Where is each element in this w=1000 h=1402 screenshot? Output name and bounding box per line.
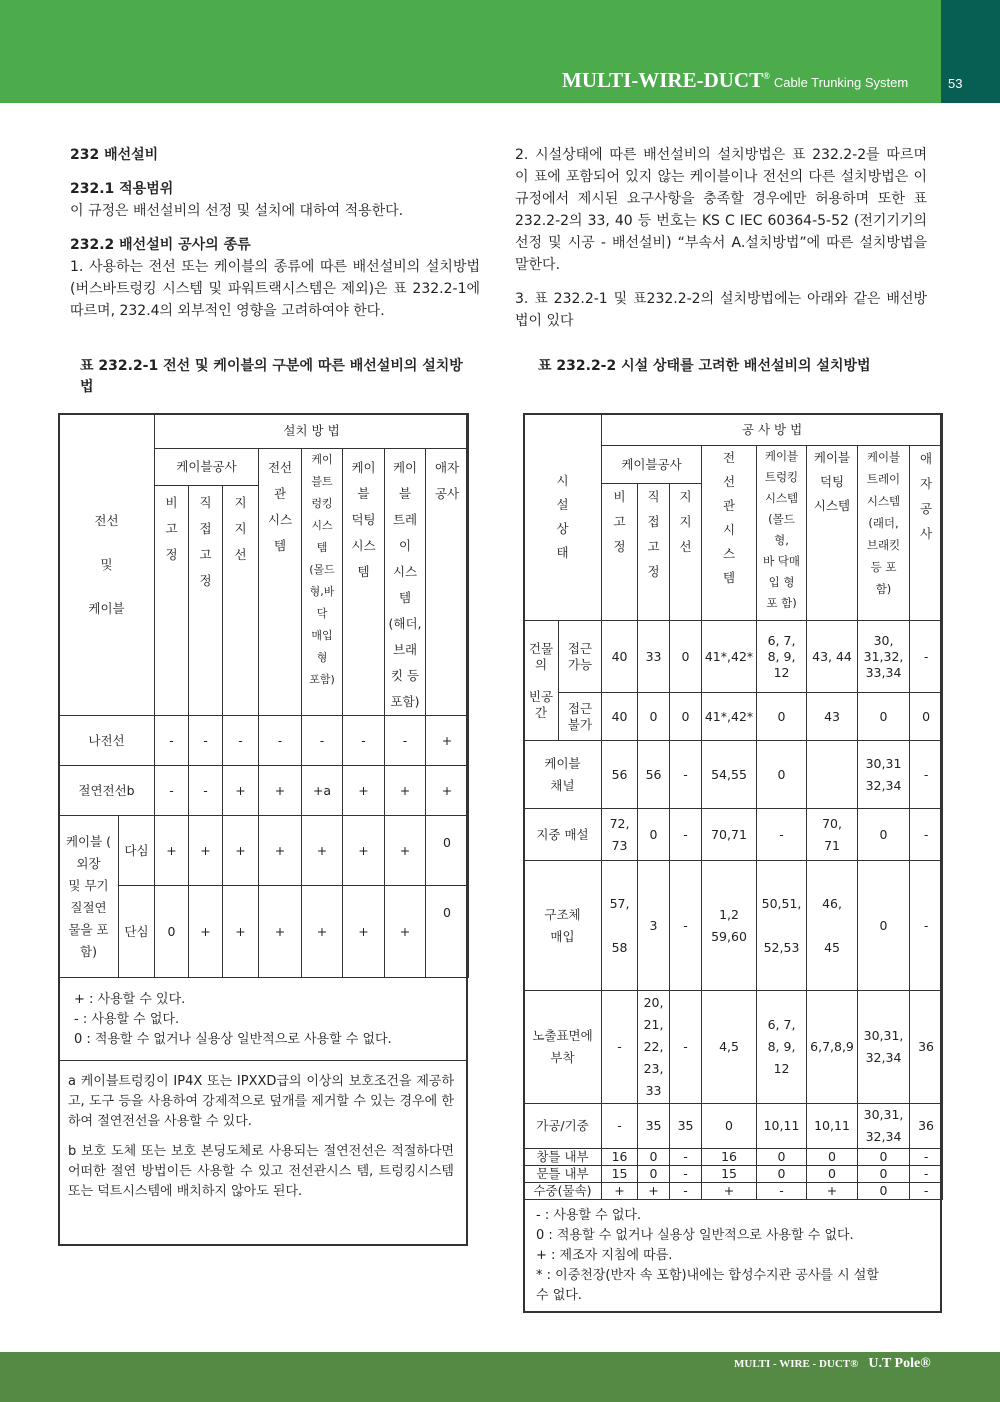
- table-cell: +: [259, 886, 302, 978]
- table-cell: 0: [426, 886, 469, 978]
- table-cell: 70, 71: [807, 809, 858, 861]
- table2-col-insulator: 애 자 공 사: [910, 446, 943, 621]
- table-cell: 0: [757, 693, 807, 741]
- table-cell: +: [223, 766, 259, 816]
- table-cell: -: [155, 716, 189, 766]
- table-cell: 0: [757, 1166, 807, 1183]
- table-cell: 1,2 59,60: [702, 861, 757, 991]
- table2-sub-0: 비 고 정: [602, 484, 638, 621]
- table-cell: +a: [302, 766, 343, 816]
- table1-col-trunking: 케이 블트 렁킹 시스 템 (몰드 형,바 닥 매입 형 포함): [302, 449, 343, 716]
- table-cell: -: [302, 716, 343, 766]
- table1-group: 케이블공사: [155, 449, 259, 486]
- table-cell: 41*,42*: [702, 621, 757, 693]
- legend-item: + : 사용할 수 있다.: [74, 992, 186, 1007]
- table-cell: -: [602, 1104, 638, 1149]
- table-row: [524, 1183, 943, 1200]
- table-cell: -: [910, 1166, 943, 1183]
- table-cell: 0: [910, 693, 943, 741]
- paragraph-2: 2. 시설상태에 따른 배선설비의 설치방법은 표 232.2-2를 따르며 이 표에 포함되어 있지 않는 케이블이나 전선의 다른 설치방법은 이 규정에서 제시된 요구사항을 충족할 경우에만 허용하며 또한 표 232.2-2의 33, 40 등 번호는 KS C IEC 60364-5-52 (전기기기의 선정 및 시공 - 배선설비) “부속서 A.설치방법”에 따른 설치방법을 말한다.: [515, 147, 927, 273]
- table-cell: 접근 불가: [559, 693, 602, 741]
- table-cell: -: [670, 809, 702, 861]
- table-cell: -: [223, 716, 259, 766]
- table-cell: 0: [807, 1149, 858, 1166]
- table-cell: +: [343, 766, 385, 816]
- table-cell: 16: [702, 1149, 757, 1166]
- table-row: [524, 693, 943, 741]
- table-cell: +: [189, 816, 223, 886]
- table-cell: -: [385, 716, 426, 766]
- section-heading-232: 232 배선설비: [70, 147, 159, 163]
- table-cell: 지중 매설: [524, 809, 602, 861]
- table-cell: 0: [858, 809, 910, 861]
- legend-item: + : 제조자 지침에 따름.: [536, 1248, 673, 1263]
- table-cell: 케이블 ( 외장 및 무기 질절연 물을 포 함): [59, 816, 119, 978]
- table-cell: 구조체 매입: [524, 861, 602, 991]
- table2-corner: 시 설 상 태: [524, 414, 602, 621]
- table1-col-insulator: 애자 공사: [426, 449, 469, 716]
- table-row: [524, 621, 943, 693]
- table-cell: -: [189, 766, 223, 816]
- table-cell: -: [189, 716, 223, 766]
- table2-method: 공 사 방 법: [602, 414, 943, 446]
- table-cell: 6, 7, 8, 9, 12: [757, 621, 807, 693]
- table-cell: 다심: [119, 816, 155, 886]
- table-cell: +: [426, 766, 469, 816]
- table-row: [59, 886, 469, 978]
- table-cell: +: [223, 886, 259, 978]
- table-cell: -: [670, 1149, 702, 1166]
- table-cell: 4,5: [702, 991, 757, 1104]
- table-cell: +: [302, 886, 343, 978]
- table-cell: +: [343, 886, 385, 978]
- table-cell: -: [155, 766, 189, 816]
- table-cell: +: [155, 816, 189, 886]
- table-row: [59, 716, 469, 766]
- table-cell: 3: [638, 861, 670, 991]
- table-cell: 6, 7, 8, 9, 12: [757, 991, 807, 1104]
- table2-col-ducting: 케이블 덕팅 시스템: [807, 446, 858, 621]
- table-cell: 72, 73: [602, 809, 638, 861]
- paragraph-2322: 1. 사용하는 전선 또는 케이블의 종류에 따른 배선설비의 설치방법(버스바트렁킹 시스템 및 파워트랙시스템은 제외)은 표 232.2-1에 따르며, 232.4의 외부적인 영향을 고려하여야 한다.: [70, 259, 480, 319]
- table-cell: 43, 44: [807, 621, 858, 693]
- table-cell: -: [259, 716, 302, 766]
- table1-sub-0: 비 고 정: [155, 486, 189, 716]
- table-cell: 46, 45: [807, 861, 858, 991]
- table-cell: -: [757, 1183, 807, 1200]
- table-cell: 16: [602, 1149, 638, 1166]
- table-cell: 0: [757, 741, 807, 809]
- table1-col-conduit: 전선 관 시스 템: [259, 449, 302, 716]
- divider: [58, 1060, 468, 1061]
- table-cell: -: [670, 1166, 702, 1183]
- table-cell: -: [910, 621, 943, 693]
- legend-item: - : 사용할 수 없다.: [536, 1208, 642, 1223]
- table-cell: 35: [670, 1104, 702, 1149]
- table-row: [524, 741, 943, 809]
- table-cell: 0: [670, 621, 702, 693]
- table-row: [524, 809, 943, 861]
- table-cell: 30,31, 32,34: [858, 1104, 910, 1149]
- table-cell: +: [807, 1183, 858, 1200]
- table-cell: 케이블 채널: [524, 741, 602, 809]
- table-cell: 15: [602, 1166, 638, 1183]
- table-cell: -: [910, 741, 943, 809]
- brand-title: [562, 68, 908, 93]
- table1-note-b: b 보호 도체 또는 보호 본딩도체로 사용되는 절연전선은 적절하다면 어떠한 절연 방법이든 사용할 수 있고 전선관시스 템, 트렁킹시스템 또는 덕트시스템에 배치하지 않아도 된다.: [68, 1144, 454, 1199]
- table-cell: 15: [702, 1166, 757, 1183]
- table-cell: 창틀 내부: [524, 1149, 602, 1166]
- table-cell: 54,55: [702, 741, 757, 809]
- table-row: [524, 991, 943, 1104]
- page-number: 53: [948, 76, 963, 91]
- table-cell: 0: [638, 1166, 670, 1183]
- table-cell: 0: [807, 1166, 858, 1183]
- table1: [58, 413, 469, 978]
- footer-brand-1: MULTI - WIRE - DUCT®: [734, 1358, 859, 1370]
- table-cell: 0: [426, 816, 469, 886]
- table-cell: +: [259, 816, 302, 886]
- table-cell: +: [385, 816, 426, 886]
- brand-name: MULTI-WIRE-DUCT: [562, 68, 764, 92]
- table-cell: +: [385, 886, 426, 978]
- table-cell: 20, 21, 22, 23, 33: [638, 991, 670, 1104]
- legend-item: - : 사용할 수 없다.: [74, 1012, 180, 1027]
- table-cell: 6,7,8,9: [807, 991, 858, 1104]
- table-cell: 수중(물속): [524, 1183, 602, 1200]
- table-cell: 50,51, 52,53: [757, 861, 807, 991]
- table-cell: 0: [858, 861, 910, 991]
- table-cell: 36: [910, 1104, 943, 1149]
- table1-col-ducting: 케이 블 덕팅 시스 템: [343, 449, 385, 716]
- table-cell: 30, 31,32, 33,34: [858, 621, 910, 693]
- table-cell: 절연전선b: [59, 766, 155, 816]
- table-cell: 0: [702, 1104, 757, 1149]
- table1-col-tray: 케이 블 트레 이 시스 템 (해더, 브래 킷 등 포함): [385, 449, 426, 716]
- table2-legend: [536, 1206, 886, 1306]
- table-cell: +: [259, 766, 302, 816]
- table2-sub-1: 직 접 고 정: [638, 484, 670, 621]
- table-cell: 0: [638, 809, 670, 861]
- table-cell: +: [223, 816, 259, 886]
- table-cell: 30,31 32,34: [858, 741, 910, 809]
- table-cell: +: [638, 1183, 670, 1200]
- footer-brand-2: U.T Pole®: [868, 1356, 931, 1371]
- table1-note-a: a 케이블트렁킹이 IP4X 또는 IPXXD급의 이상의 보호조건을 제공하고, 도구 등을 사용하여 강제적으로 덮개를 제거할 수 있는 경우에 한하여 절연전선을 사용할 수 있다.: [68, 1074, 454, 1129]
- table-cell: +: [602, 1183, 638, 1200]
- table-cell: 10,11: [807, 1104, 858, 1149]
- table-row: [524, 1166, 943, 1183]
- table2: [523, 413, 943, 1200]
- table-cell: 접근 가능: [559, 621, 602, 693]
- paragraph-2321: 이 규정은 배선설비의 선정 및 설치에 대하여 적용한다.: [70, 203, 404, 219]
- footer-brand: [734, 1356, 931, 1372]
- registered-mark: ®: [763, 71, 770, 81]
- table-cell: +: [343, 816, 385, 886]
- table-cell: 0: [858, 1183, 910, 1200]
- table-cell: 40: [602, 621, 638, 693]
- table1-legend: [74, 990, 392, 1050]
- table-cell: 문틀 내부: [524, 1166, 602, 1183]
- table-cell: 0: [757, 1149, 807, 1166]
- table-cell: +: [302, 816, 343, 886]
- section-heading-2321: 232.1 적용범위: [70, 181, 174, 197]
- table-cell: 0: [670, 693, 702, 741]
- table-cell: 35: [638, 1104, 670, 1149]
- table-cell: -: [910, 809, 943, 861]
- table-cell: 0: [858, 1166, 910, 1183]
- table-cell: 33: [638, 621, 670, 693]
- table-cell: 건물 의 빈공 간: [524, 621, 559, 741]
- table-cell: -: [670, 991, 702, 1104]
- table1-sub-2: 지 지 선: [223, 486, 259, 716]
- table-cell: +: [702, 1183, 757, 1200]
- table-cell: 노출표면에 부착: [524, 991, 602, 1104]
- table-cell: 10,11: [757, 1104, 807, 1149]
- table-cell: +: [189, 886, 223, 978]
- table-cell: -: [670, 741, 702, 809]
- table-cell: -: [602, 991, 638, 1104]
- brand-subtitle: Cable Trunking System: [773, 75, 909, 90]
- table-cell: [807, 741, 858, 809]
- table2-col-tray: 케이블 트레이 시스템 (래더, 브래킷 등 포 함): [858, 446, 910, 621]
- table-cell: +: [385, 766, 426, 816]
- table-cell: 0: [858, 693, 910, 741]
- legend-item: 0 : 적용할 수 없거나 실용상 일반적으로 사용할 수 없다.: [536, 1228, 854, 1243]
- table-cell: 0: [638, 693, 670, 741]
- table1-sub-1: 직 접 고 정: [189, 486, 223, 716]
- table-cell: -: [670, 1183, 702, 1200]
- table-cell: +: [426, 716, 469, 766]
- table-row: [524, 1149, 943, 1166]
- table-row: [524, 1104, 943, 1149]
- table2-group: 케이블공사: [602, 446, 702, 484]
- table-row: [59, 816, 469, 886]
- section-heading-2322: 232.2 배선설비 공사의 종류: [70, 237, 251, 253]
- table-cell: -: [757, 809, 807, 861]
- table-cell: -: [910, 1149, 943, 1166]
- legend-item: 0 : 적용할 수 없거나 실용상 일반적으로 사용할 수 없다.: [74, 1032, 392, 1047]
- table-cell: 0: [858, 1149, 910, 1166]
- table-cell: -: [670, 861, 702, 991]
- table1-corner: 전선 및 케이블: [59, 414, 155, 716]
- paragraph-3: 3. 표 232.2-1 및 표232.2-2의 설치방법에는 아래와 같은 배선방법이 있다: [515, 291, 927, 329]
- table-cell: 가공/기중: [524, 1104, 602, 1149]
- table-cell: 41*,42*: [702, 693, 757, 741]
- table-cell: 40: [602, 693, 638, 741]
- table2-title: 표 232.2-2 시설 상태를 고려한 배선설비의 설치방법: [538, 358, 871, 374]
- table-cell: 57, 58: [602, 861, 638, 991]
- table2-col-conduit: 전 선 관 시 스 템: [702, 446, 757, 621]
- table2-sub-2: 지 지 선: [670, 484, 702, 621]
- table2-col-trunking: 케이블 트렁킹 시스템 (몰드 형, 바 닥매 입 형 포 함): [757, 446, 807, 621]
- table-cell: 나전선: [59, 716, 155, 766]
- table-cell: 36: [910, 991, 943, 1104]
- table-row: [524, 861, 943, 991]
- table-cell: -: [910, 1183, 943, 1200]
- table-row: [59, 766, 469, 816]
- table-cell: 70,71: [702, 809, 757, 861]
- legend-item: * : 이중천장(반자 속 포함)내에는 합성수지관 공사를 시 설할 수 없다.: [536, 1268, 879, 1303]
- table-cell: -: [343, 716, 385, 766]
- table-cell: 단심: [119, 886, 155, 978]
- table-cell: -: [910, 861, 943, 991]
- table1-method: 설치 방 법: [155, 414, 469, 449]
- table-cell: 43: [807, 693, 858, 741]
- table-cell: 0: [638, 1149, 670, 1166]
- table1-title: 표 232.2-1 전선 및 케이블의 구분에 따른 배선설비의 설치방법: [80, 358, 463, 395]
- table-cell: 0: [155, 886, 189, 978]
- table-cell: 56: [638, 741, 670, 809]
- table-cell: 30,31, 32,34: [858, 991, 910, 1104]
- table-cell: 56: [602, 741, 638, 809]
